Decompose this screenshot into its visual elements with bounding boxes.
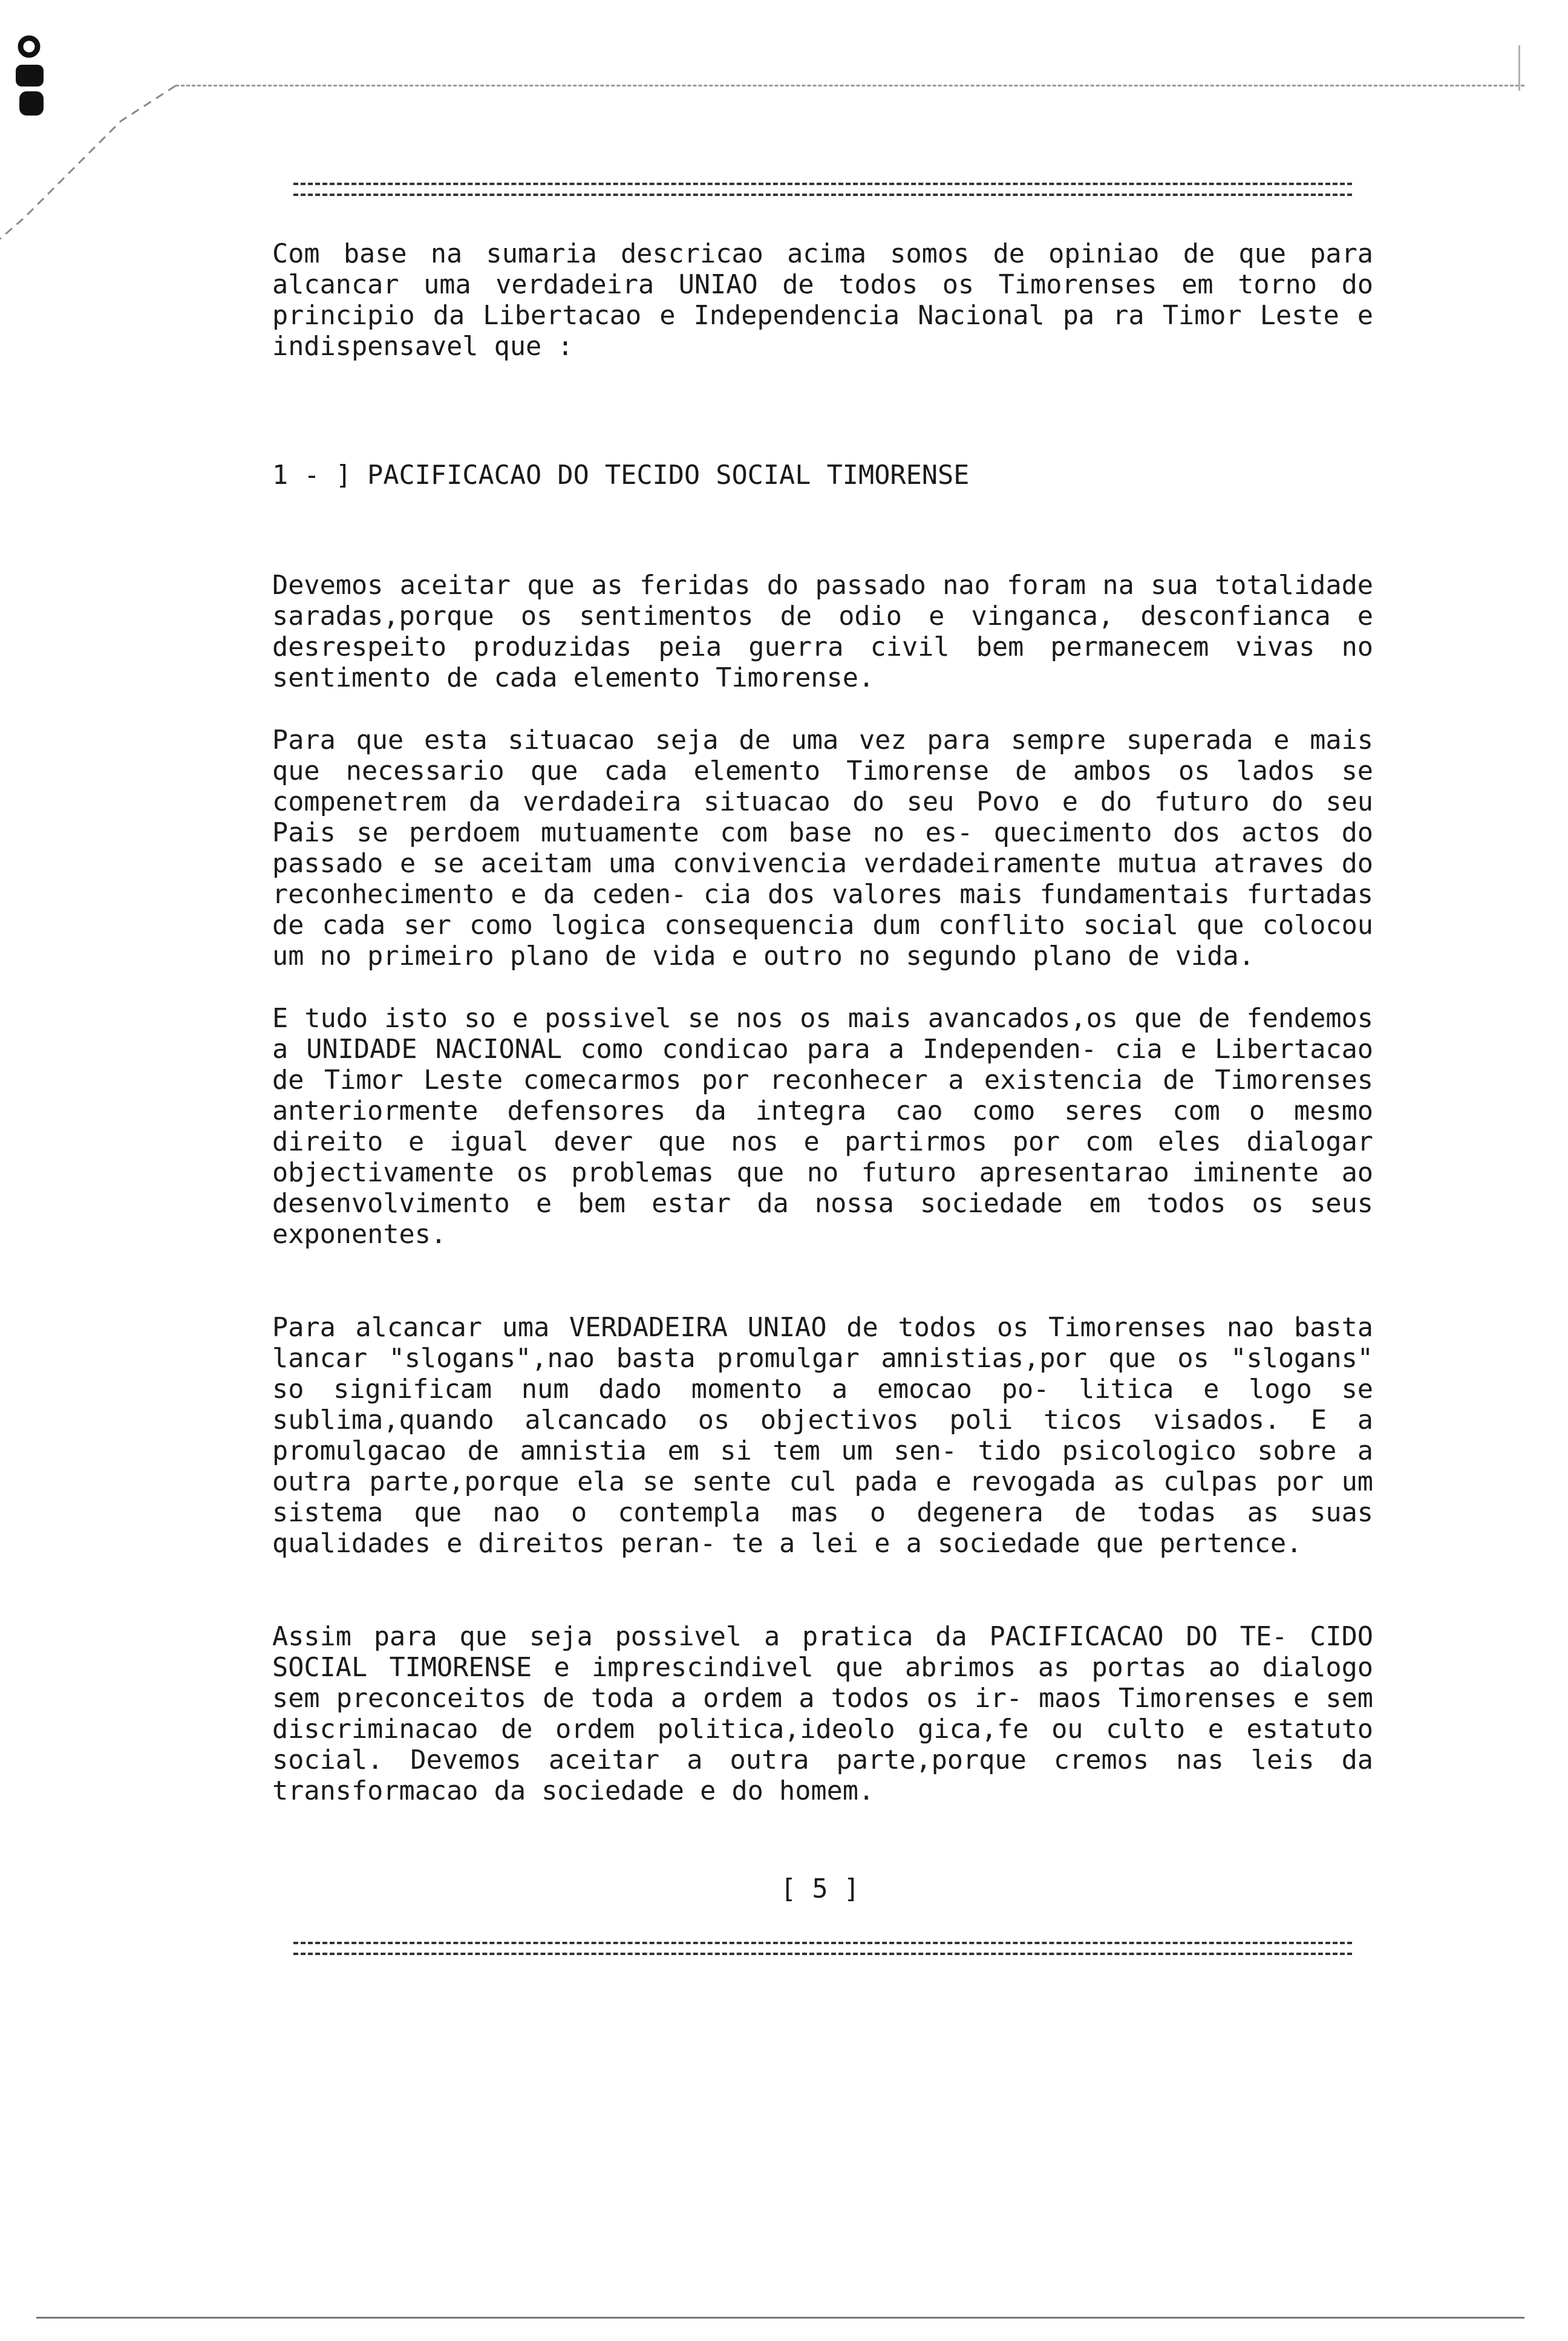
top-separator-rule xyxy=(293,183,1352,196)
page-number: [ 5 ] xyxy=(780,1874,860,1904)
bottom-separator-rule xyxy=(293,1942,1352,1955)
body-paragraph: Para que esta situacao seja de uma vez para sempre superada e mais que necessario que cada elemento Timorense de ambos os lados se compenetrem da verdadeira situacao do seu Povo e do futuro do seu Pais se perdoem mutuamente com base no es- quecimento dos actos do passado e se aceitam uma convivencia verdadeiramente mutua atraves do reconhecimento e da ceden- cia dos valores mais fundamentais furtadas de cada ser como logica consequencia dum conflito social que colocou um no primeiro plano de vida e outro no segundo plano de vida. xyxy=(272,725,1373,971)
section-heading: 1 - ] PACIFICACAO DO TECIDO SOCIAL TIMORENSE xyxy=(272,460,970,491)
scan-edge-top xyxy=(175,85,1524,87)
scan-edge-right xyxy=(1518,45,1520,91)
body-paragraph: Devemos aceitar que as feridas do passado nao foram na sua totalidade saradas,porque os sentimentos de odio e vinganca, desconfianca e desrespeito produzidas peia guerra civil bem permanecem vivas no sentimento de cada elemento Timorense. xyxy=(272,570,1373,693)
body-paragraph: Assim para que seja possivel a pratica da PACIFICACAO DO TE- CIDO SOCIAL TIMORENSE e imprescindivel que abrimos as portas ao dialogo sem preconceitos de toda a ordem a todos os ir- maos Timorenses e sem discriminacao de ordem politica,ideolo gica,fe ou culto e estatuto social. Devemos aceitar a outra parte,porque cremos nas leis da transformacao da sociedade e do homem. xyxy=(272,1622,1373,1806)
scan-edge-bottom xyxy=(36,2317,1524,2319)
document-body xyxy=(272,239,1373,1807)
body-paragraph: E tudo isto so e possivel se nos os mais avancados,os que de fendemos a UNIDADE NACIONAL como condicao para a Independen- cia e Libertacao de Timor Leste comecarmos por reconhecer a existencia de Timorenses anteriormente defensores da integra cao como seres com o mesmo direito e igual dever que nos e partirmos por com eles dialogar objectivamente os problemas que no futuro apresentarao iminente ao desenvolvimento e bem estar da nossa sociedade em todos os seus exponentes. xyxy=(272,1004,1373,1250)
scan-fold-line xyxy=(0,85,181,242)
body-paragraph: Para alcancar uma VERDADEIRA UNIAO de todos os Timorenses nao basta lancar "slogans",nao basta promulgar amnistias,por que os "slogans" so significam num dado momento a emocao po- litica e logo se sublima,quando alcancado os objectivos poli ticos visados. E a promulgacao de amnistia em si tem um sen- tido psicologico sobre a outra parte,porque ela se sente cul pada e revogada as culpas por um sistema que nao o contempla mas o degenera de todas as suas qualidades e direitos peran- te a lei e a sociedade que pertence. xyxy=(272,1313,1373,1559)
intro-paragraph: Com base na sumaria descricao acima somos de opiniao de que para alcancar uma verdadeira UNIAO de todos os Timorenses em torno do principio da Libertacao e Independencia Nacional pa ra Timor Leste e indispensavel que : xyxy=(272,239,1373,362)
